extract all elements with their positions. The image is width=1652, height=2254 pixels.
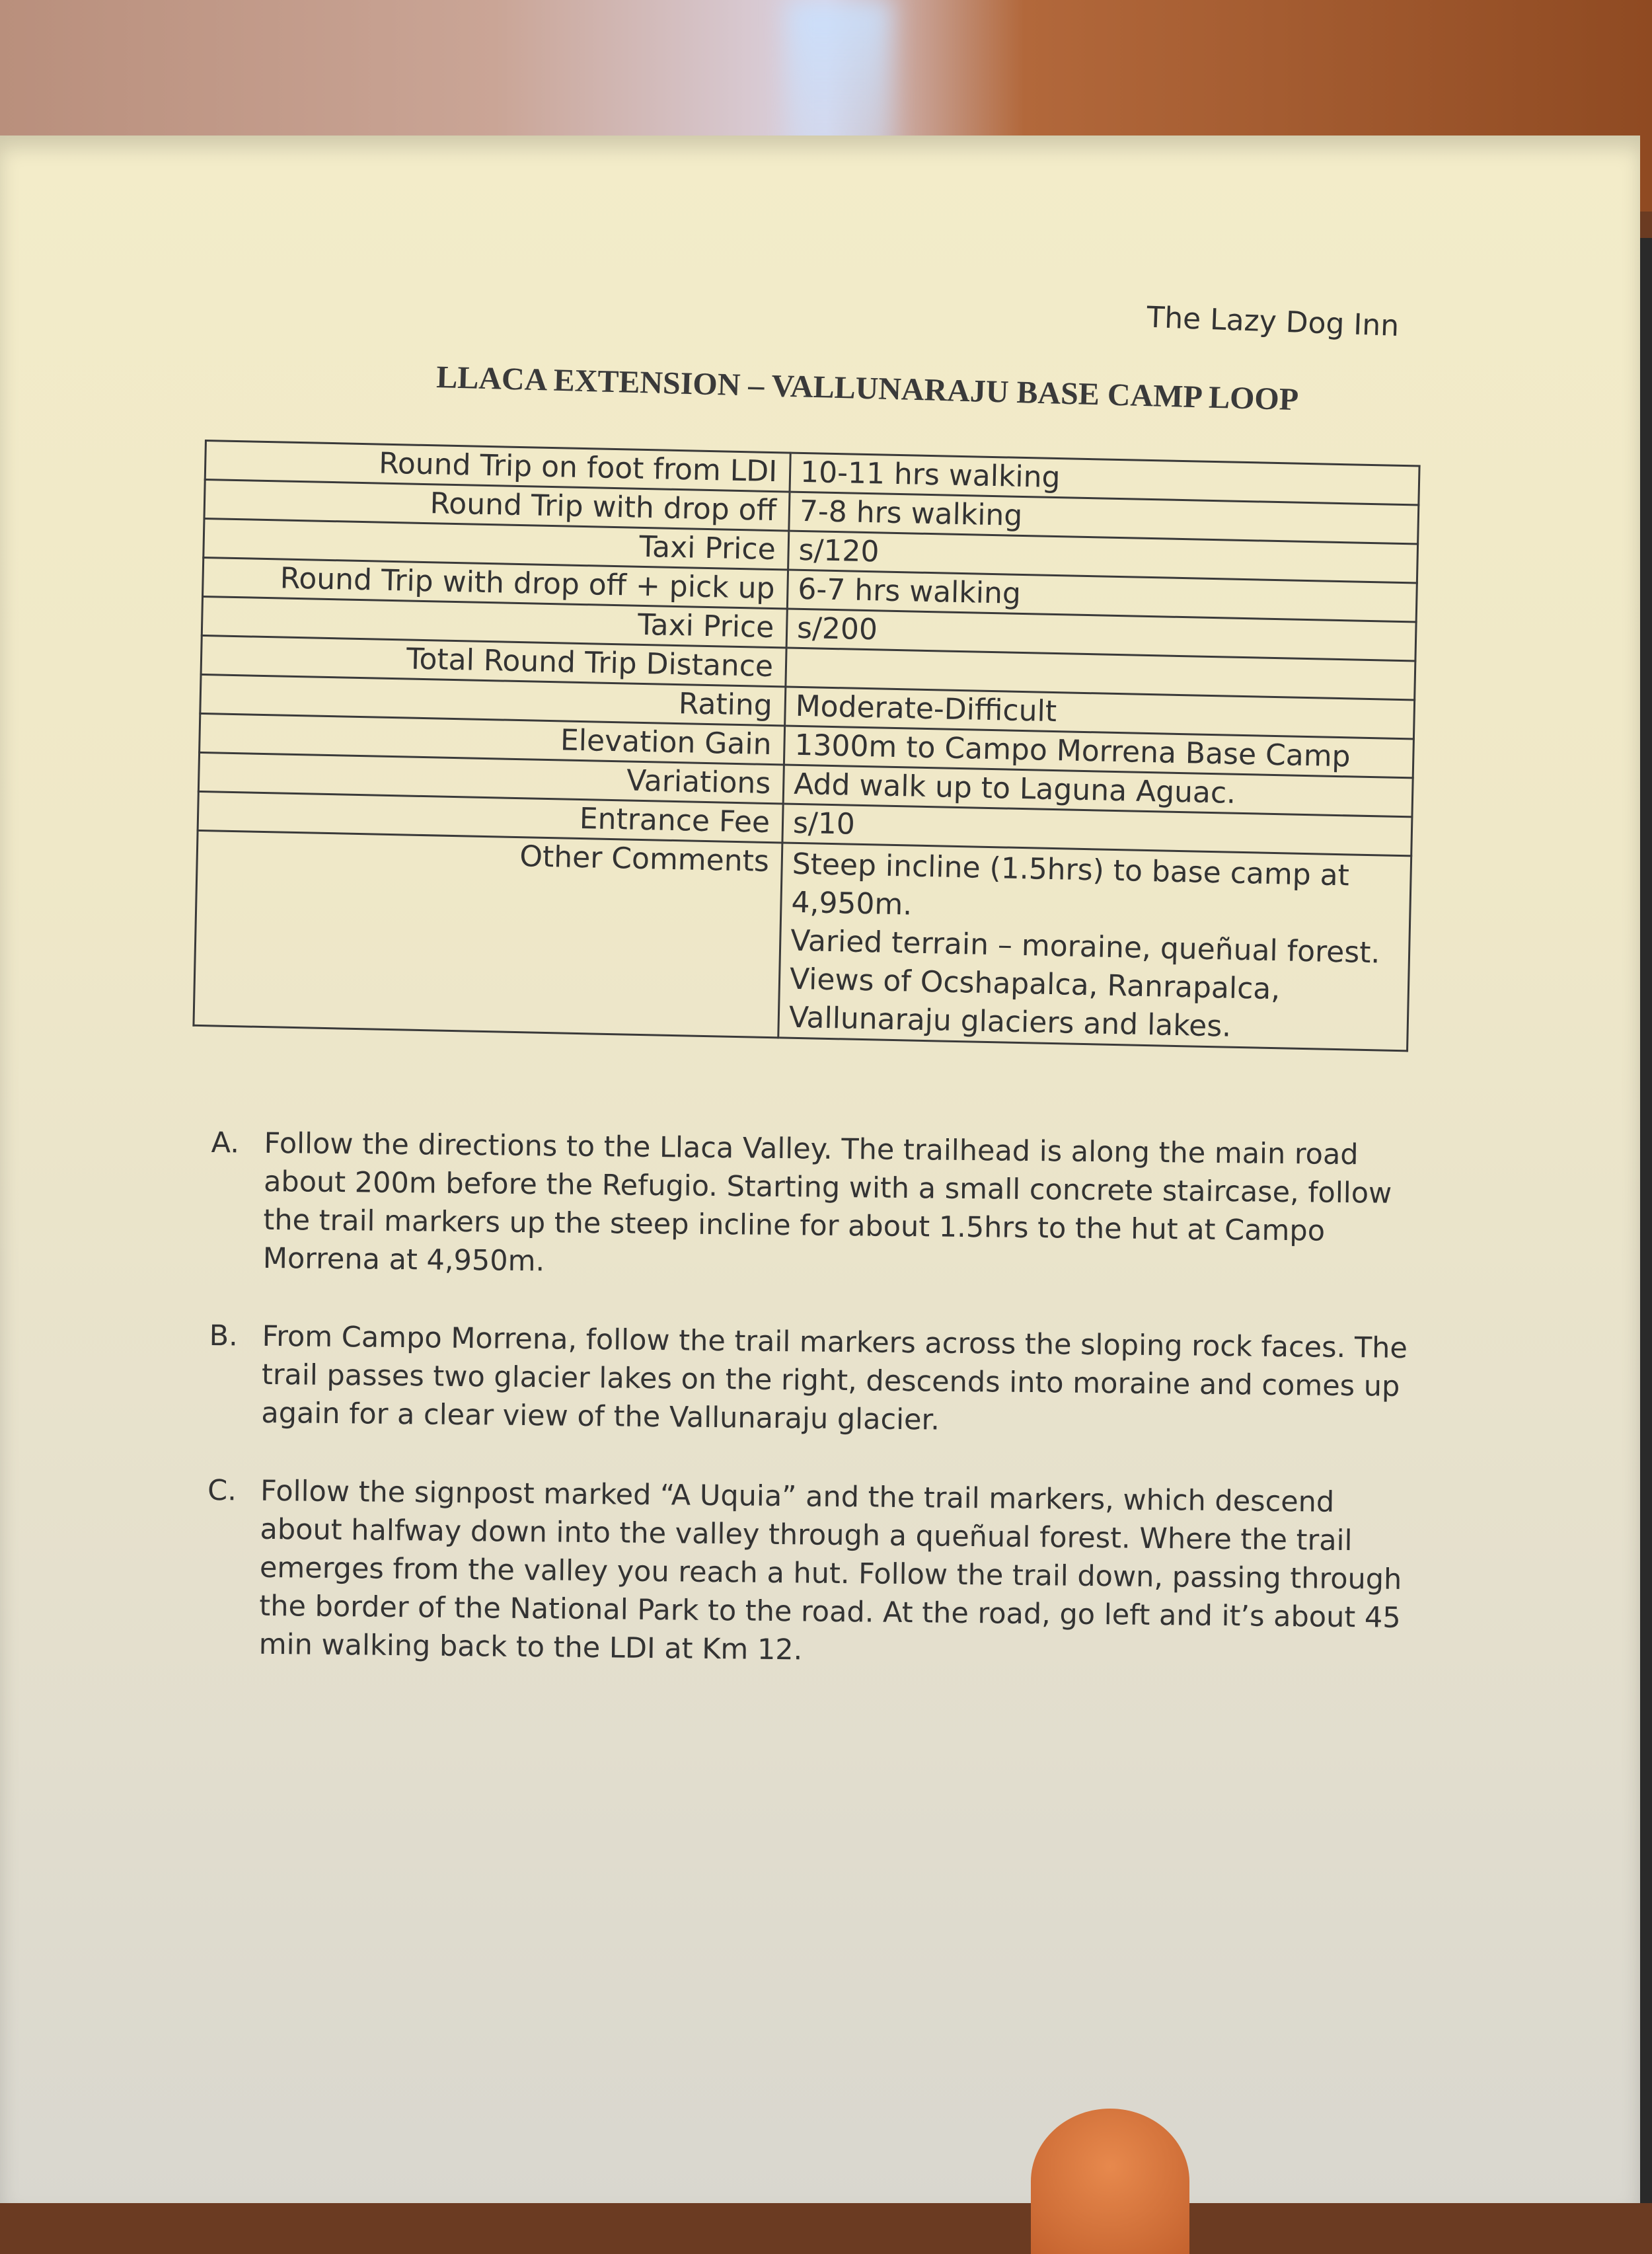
comment-line: Steep incline (1.5hrs) to base camp at 4,950m. [790,847,1350,922]
row-label: Rating [200,674,786,726]
row-label: Elevation Gain [200,713,785,765]
row-label: Other Comments [194,830,782,1037]
comment-line: Varied terrain – moraine, queñual forest. [790,923,1380,970]
row-value: s/10 [782,804,1412,856]
page-title: LLACA EXTENSION – VALLUNARAJU BASE CAMP LOOP [435,359,1299,418]
row-label: Round Trip with drop off [204,480,790,531]
binder-edge [1640,238,1652,2203]
inn-name-header: The Lazy Dog Inn [1146,300,1400,343]
comments-value [778,843,1411,1051]
row-label: Round Trip on foot from LDI [205,441,790,492]
row-value: 10-11 hrs walking [790,453,1419,505]
step-text: Follow the directions to the Llaca Valley. The trailhead is along the main road about 200m before the Refugio. Starting with a small concrete staircase, follow the trail markers up the steep incline for about 1.5hrs to the hut at Campo Morrena at 4,950m. [262,1126,1392,1278]
row-label: Total Round Trip Distance [201,635,786,687]
trail-info-table [192,440,1420,1052]
list-item [210,1124,1414,1290]
trail-info-table-wrapper [191,440,1420,1116]
row-value: Add walk up to Laguna Aguac. [783,765,1413,817]
table-row-comments [194,830,1411,1050]
row-value: 1300m to Campo Morrena Base Camp [784,726,1413,778]
row-label: Entrance Fee [198,791,783,843]
row-value: s/120 [788,531,1418,583]
step-text: From Campo Morrena, follow the trail markers across the sloping rock faces. The trail passes two glacier lakes on the right, descends into moraine and comes up again for a clear view of the Vallunaraju glacier. [261,1319,1408,1437]
thumb-holding-page [1031,2109,1189,2254]
row-label: Taxi Price [204,519,789,570]
row-value: 7-8 hrs walking [789,492,1419,544]
row-label: Taxi Price [202,596,787,648]
row-value: 6-7 hrs walking [787,570,1417,622]
directions-list [206,1124,1414,1731]
row-label: Round Trip with drop off + pick up [203,557,788,609]
comment-line: Views of Ocshapalca, Ranrapalca, Vallunaraju glaciers and lakes. [788,962,1281,1044]
row-value: Moderate-Difficult [785,687,1415,739]
step-letter: C. [207,1473,237,1508]
step-text: Follow the signpost marked “A Uquia” and the trail markers, which descend about halfway down into the valley through a queñual forest. Where the trail emerges from the valley you reach a hut. Follow the trail down, passing through the border of the National Park to the road. At the road, go left and it’s about 45 min walking back to the LDI at Km 12. [258,1474,1402,1667]
step-letter: B. [209,1319,239,1353]
list-item [206,1471,1410,1676]
row-label: Variations [198,752,784,804]
row-value: s/200 [786,609,1416,661]
list-item [208,1317,1412,1444]
step-letter: A. [211,1126,240,1160]
